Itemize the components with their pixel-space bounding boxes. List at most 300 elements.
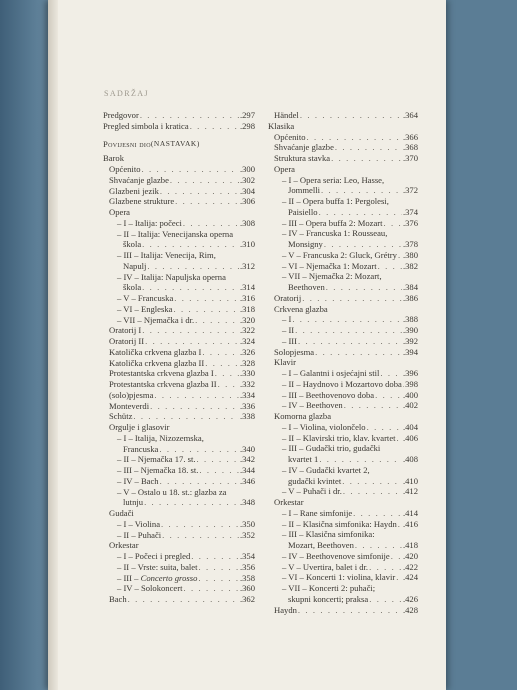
toc-entry-title: – I bbox=[282, 314, 292, 325]
section-heading bbox=[103, 139, 255, 150]
leader-dots bbox=[199, 465, 239, 476]
toc-entry bbox=[103, 261, 255, 272]
toc-entry-title: – VI – Njemačka 1: Mozart bbox=[282, 260, 377, 271]
toc-entry-title: – I – Violina bbox=[117, 518, 161, 529]
toc-entry-title: Protestantska crkvena glazba II bbox=[109, 379, 217, 389]
toc-entry bbox=[103, 175, 255, 186]
toc-page-number: .416 bbox=[402, 518, 418, 529]
toc-entry-title: – VI – Koncerti 1: violina, klavir bbox=[282, 572, 396, 583]
toc-entry-title: Komorna glazba bbox=[274, 411, 332, 421]
toc-entry bbox=[268, 336, 418, 347]
toc-entry-title: Napulj bbox=[123, 260, 147, 271]
toc-entry-title: – II – Italija: Venecijanska operna bbox=[117, 228, 234, 239]
toc-entry bbox=[103, 121, 255, 132]
toc-entry-title: – III – Opera buffa 2: Mozart bbox=[282, 217, 383, 228]
toc-entry bbox=[268, 239, 418, 250]
toc-page-number: .300 bbox=[239, 164, 255, 174]
toc-entry-title: Struktura stavka bbox=[274, 153, 331, 163]
toc-page-number: .326 bbox=[239, 346, 255, 357]
toc-entry bbox=[268, 379, 418, 390]
toc-entry bbox=[103, 594, 255, 605]
toc-page-number: .308 bbox=[239, 217, 255, 228]
toc-entry-title: škola bbox=[123, 239, 142, 250]
toc-page-number: .342 bbox=[239, 454, 255, 465]
toc-entry bbox=[268, 357, 418, 368]
toc-entry bbox=[103, 164, 255, 175]
toc-entry bbox=[103, 282, 255, 293]
leader-dots bbox=[144, 497, 239, 508]
toc-page-number: .362 bbox=[239, 594, 255, 604]
toc-entry bbox=[268, 390, 418, 401]
toc-page-number: .344 bbox=[239, 465, 255, 475]
leader-dots bbox=[319, 454, 402, 465]
toc-entry-title: – VI – Engleska bbox=[117, 303, 173, 314]
toc-entry bbox=[268, 314, 418, 325]
toc-entry bbox=[103, 272, 255, 283]
leader-dots bbox=[398, 250, 402, 261]
toc-entry bbox=[268, 325, 418, 336]
toc-entry-title: Mozart, Beethoven bbox=[288, 540, 354, 550]
toc-entry bbox=[103, 540, 255, 551]
toc-entry-title: Monsigny bbox=[288, 239, 323, 249]
leader-dots bbox=[175, 196, 239, 207]
toc-entry-title: – I – Galantni i osjećajni stil bbox=[282, 368, 380, 378]
toc-entry bbox=[268, 562, 418, 573]
toc-entry-title: Jommelli bbox=[288, 185, 320, 196]
background-left bbox=[0, 0, 52, 690]
toc-entry bbox=[103, 497, 255, 508]
toc-entry-title: – IV – Gudački kvartet 2, bbox=[282, 464, 370, 475]
toc-entry-title: Crkvena glazba bbox=[274, 303, 328, 314]
leader-dots bbox=[307, 132, 402, 143]
toc-entry-title: gudački kvintet bbox=[288, 475, 342, 486]
toc-entry bbox=[103, 422, 255, 433]
toc-page-number: .422 bbox=[402, 561, 418, 572]
toc-page-number: .428 bbox=[402, 604, 418, 615]
toc-page-number: .374 bbox=[402, 206, 418, 217]
leader-dots bbox=[160, 476, 239, 487]
leader-dots bbox=[397, 433, 402, 444]
toc-entry-title: Schütz bbox=[109, 411, 133, 422]
toc-entry bbox=[268, 228, 418, 239]
leader-dots bbox=[331, 153, 402, 164]
toc-page-number: .304 bbox=[239, 185, 255, 196]
toc-page-number: .408 bbox=[402, 454, 418, 464]
toc-page-number: .420 bbox=[402, 550, 418, 561]
toc-entry-title: Barok bbox=[103, 153, 125, 164]
leader-dots bbox=[128, 594, 239, 605]
toc-entry bbox=[103, 304, 255, 315]
toc-page-number: .358 bbox=[239, 572, 255, 583]
toc-entry bbox=[268, 529, 418, 540]
toc-entry bbox=[268, 261, 418, 272]
toc-entry-title: Glazbene strukture bbox=[109, 196, 175, 207]
toc-page-number: .372 bbox=[402, 185, 418, 196]
toc-entry bbox=[268, 153, 418, 164]
toc-entry bbox=[268, 454, 418, 465]
toc-entry bbox=[103, 368, 255, 379]
toc-entry-title: – V – Francuska bbox=[117, 293, 174, 303]
toc-entry-title: – IV – Beethovenove simfonije bbox=[282, 550, 390, 561]
toc-entry-title: – III bbox=[282, 335, 298, 346]
toc-entry bbox=[268, 196, 418, 207]
toc-entry bbox=[268, 164, 418, 175]
leader-dots bbox=[183, 583, 238, 594]
toc-entry bbox=[103, 196, 255, 207]
section-title: Povijesni dio bbox=[103, 138, 151, 149]
toc-entry-title: – V – Francuska 2: Gluck, Grétry bbox=[282, 249, 397, 260]
toc-entry-title: – II – Opera buffa 1: Pergolesi, bbox=[282, 196, 389, 206]
toc-entry bbox=[268, 185, 418, 196]
toc-page-number: .366 bbox=[402, 131, 418, 142]
leader-dots bbox=[218, 379, 239, 390]
toc-page-number: .318 bbox=[239, 303, 255, 314]
leader-dots bbox=[159, 444, 239, 455]
toc-entry-title: Shvaćanje glazbe bbox=[274, 142, 334, 153]
toc-entry-title: – II – Klavirski trio, klav. kvartet bbox=[282, 432, 396, 443]
toc-entry-title: Haydn bbox=[274, 604, 297, 615]
toc-entry bbox=[268, 540, 418, 551]
toc-entry bbox=[103, 476, 255, 487]
toc-entry bbox=[268, 293, 418, 304]
leader-dots bbox=[147, 261, 239, 272]
toc-entry-title: Oratorij bbox=[274, 292, 302, 303]
toc-entry bbox=[268, 347, 418, 358]
toc-entry bbox=[268, 583, 418, 594]
toc-page-number: .400 bbox=[402, 389, 418, 400]
leader-dots bbox=[150, 401, 239, 412]
toc-entry bbox=[103, 250, 255, 261]
toc-entry-title: Klavir bbox=[274, 357, 296, 368]
toc-entry bbox=[268, 486, 418, 497]
toc-entry bbox=[103, 551, 255, 562]
toc-entry bbox=[103, 110, 255, 121]
toc-page-number: .320 bbox=[239, 314, 255, 325]
toc-entry-title: – V – Ostalo u 18. st.: glazba za bbox=[117, 486, 227, 497]
toc-entry-title: (solo)pjesma bbox=[109, 389, 154, 400]
toc-page-number: .334 bbox=[239, 389, 255, 400]
toc-page-number: .328 bbox=[239, 357, 255, 368]
leader-dots bbox=[367, 422, 402, 433]
toc-entry-title: – I – Opera seria: Leo, Hasse, bbox=[282, 174, 385, 185]
toc-entry-title: – VII – Njemačka i dr. bbox=[117, 314, 195, 325]
toc-entry-title: – V – Uvertira, balet i dr. bbox=[282, 561, 369, 572]
leader-dots bbox=[174, 293, 239, 304]
toc-entry bbox=[268, 422, 418, 433]
toc-entry-title: Predgovor bbox=[103, 110, 139, 120]
toc-page-number: .388 bbox=[402, 314, 418, 325]
toc-page-number: .356 bbox=[239, 561, 255, 572]
toc-entry bbox=[268, 121, 418, 132]
toc-entry bbox=[103, 239, 255, 250]
toc-page-number: .346 bbox=[239, 475, 255, 486]
toc-entry bbox=[103, 433, 255, 444]
toc-page-number: .386 bbox=[402, 292, 418, 303]
toc-entry-title: – IV – Beethoven bbox=[282, 400, 343, 411]
toc-entry bbox=[268, 605, 418, 616]
toc-entry bbox=[103, 379, 255, 390]
toc-entry bbox=[268, 110, 418, 121]
toc-entry-title: Općenito bbox=[109, 164, 141, 174]
toc-entry bbox=[268, 368, 418, 379]
toc-entry-title: – IV – Solokoncert bbox=[117, 583, 183, 594]
toc-entry-title: – II – Haydnovo i Mozartovo doba bbox=[282, 378, 402, 389]
leader-dots bbox=[191, 551, 239, 562]
leader-dots bbox=[384, 218, 402, 229]
spacer bbox=[103, 132, 255, 139]
toc-page-number: .352 bbox=[239, 529, 255, 540]
toc-entry bbox=[103, 444, 255, 455]
toc-page-number: .384 bbox=[402, 282, 418, 292]
toc-entry bbox=[103, 336, 255, 347]
leader-dots bbox=[198, 562, 238, 573]
leader-dots bbox=[298, 336, 402, 347]
toc-entry bbox=[268, 519, 418, 530]
toc-entry bbox=[103, 315, 255, 326]
toc-page-number: .412 bbox=[402, 486, 418, 497]
toc-entry bbox=[103, 519, 255, 530]
toc-entry-title: – III – Italija: Venecija, Rim, bbox=[117, 250, 216, 260]
leader-dots bbox=[300, 110, 402, 121]
leader-dots bbox=[355, 540, 402, 551]
toc-entry bbox=[103, 487, 255, 498]
leader-dots bbox=[398, 519, 402, 530]
leader-dots bbox=[353, 508, 402, 519]
toc-page-number: .306 bbox=[239, 196, 255, 207]
leader-dots bbox=[142, 164, 239, 175]
toc-page-number: .350 bbox=[239, 518, 255, 529]
leader-dots bbox=[154, 390, 239, 401]
toc-page-number: .382 bbox=[402, 260, 418, 271]
leader-dots bbox=[292, 314, 402, 325]
toc-entry-title: Beethoven bbox=[288, 282, 325, 292]
toc-entry-title: Bach bbox=[109, 594, 127, 604]
leader-dots bbox=[369, 594, 402, 605]
leader-dots bbox=[215, 368, 239, 379]
leader-dots bbox=[183, 218, 239, 229]
toc-page-number: .330 bbox=[239, 368, 255, 379]
toc-entry bbox=[103, 358, 255, 369]
leader-dots bbox=[375, 390, 402, 401]
toc-entry-title: – II – Njemačka 17. st. bbox=[117, 454, 196, 465]
toc-page-number: .402 bbox=[402, 400, 418, 411]
toc-page-number: .390 bbox=[402, 325, 418, 335]
leader-dots bbox=[160, 186, 239, 197]
toc-page-number: .410 bbox=[402, 475, 418, 486]
toc-entry-title: – II – Vrste: suita, balet bbox=[117, 561, 198, 572]
toc-entry bbox=[268, 142, 418, 153]
toc-page-number: .354 bbox=[239, 551, 255, 561]
leader-dots bbox=[190, 121, 239, 132]
toc-entry-title: Oratorij II bbox=[109, 336, 145, 346]
toc-entry-title: Pregled simbola i kratica bbox=[103, 120, 189, 131]
toc-page-number: .394 bbox=[402, 346, 418, 357]
toc-entry-title: Orkestar bbox=[109, 540, 139, 551]
toc-entry-title: Oratorij I bbox=[109, 325, 142, 336]
leader-dots bbox=[170, 175, 239, 186]
toc-entry-title: Opera bbox=[109, 207, 130, 217]
toc-entry bbox=[103, 454, 255, 465]
leader-dots bbox=[403, 379, 404, 390]
toc-entry bbox=[103, 390, 255, 401]
toc-column-left bbox=[103, 110, 255, 605]
toc-page-number: .332 bbox=[239, 379, 255, 389]
toc-entry bbox=[268, 594, 418, 605]
toc-page-number: .302 bbox=[239, 174, 255, 185]
leader-dots bbox=[145, 336, 239, 347]
toc-entry bbox=[268, 497, 418, 508]
toc-entry-title: – IV – Francuska 1: Rousseau, bbox=[282, 228, 388, 239]
toc-entry bbox=[268, 411, 418, 422]
leader-dots bbox=[295, 325, 402, 336]
leader-dots bbox=[343, 486, 402, 497]
leader-dots bbox=[142, 239, 239, 250]
toc-entry-title: – I – Violina, violončelo bbox=[282, 421, 366, 432]
toc-entry-title: – I – Italija: počeci bbox=[117, 217, 182, 228]
leader-dots bbox=[326, 282, 402, 293]
toc-entry bbox=[103, 347, 255, 358]
toc-page-number: .316 bbox=[239, 293, 255, 303]
toc-entry bbox=[268, 282, 418, 293]
leader-dots bbox=[162, 530, 239, 541]
toc-entry-title: Klasika bbox=[268, 120, 295, 131]
toc-entry-title: – III – Njemačka 18. st. bbox=[117, 465, 199, 475]
toc-entry bbox=[268, 465, 418, 476]
toc-entry bbox=[103, 411, 255, 422]
toc-entry bbox=[268, 443, 418, 454]
leader-dots bbox=[324, 239, 402, 250]
toc-entry bbox=[268, 400, 418, 411]
toc-entry bbox=[103, 186, 255, 197]
toc-entry-title: – III – Concerto grosso bbox=[117, 572, 198, 583]
toc-entry bbox=[103, 229, 255, 240]
toc-page-number: .392 bbox=[402, 335, 418, 346]
toc-page-number: .368 bbox=[402, 142, 418, 153]
leader-dots bbox=[342, 476, 402, 487]
toc-page-number: .324 bbox=[239, 336, 255, 346]
toc-entry bbox=[268, 218, 418, 229]
leader-dots bbox=[161, 519, 239, 530]
toc-page-number: .378 bbox=[402, 239, 418, 249]
leader-dots bbox=[321, 185, 402, 196]
leader-dots bbox=[198, 573, 239, 584]
toc-entry-title: Orkestar bbox=[274, 497, 304, 507]
toc-page-number: .298 bbox=[239, 120, 255, 131]
toc-entry-title: Orgulje i glasovir bbox=[109, 422, 170, 432]
toc-entry-title: – VII – Njemačka 2: Mozart, bbox=[282, 271, 382, 282]
toc-entry-title: Paisiello bbox=[288, 206, 318, 217]
toc-entry-title: škola bbox=[123, 282, 142, 293]
leader-dots bbox=[205, 358, 239, 369]
leader-dots bbox=[195, 315, 239, 326]
toc-entry-title: – II – Puhači bbox=[117, 529, 162, 540]
leader-dots bbox=[335, 142, 402, 153]
toc-page-number: .322 bbox=[239, 325, 255, 336]
toc-entry bbox=[268, 433, 418, 444]
toc-entry bbox=[103, 218, 255, 229]
toc-entry-title: Shvaćanje glazbe bbox=[109, 174, 169, 185]
leader-dots bbox=[302, 293, 402, 304]
toc-page-number: .380 bbox=[402, 249, 418, 260]
leader-dots bbox=[197, 454, 239, 465]
toc-entry bbox=[103, 562, 255, 573]
toc-entry-title: – V – Puhači i dr. bbox=[282, 486, 342, 497]
toc-entry bbox=[268, 271, 418, 282]
section-subtitle: (NASTAVAK) bbox=[150, 138, 200, 148]
toc-page-number: .360 bbox=[239, 583, 255, 594]
toc-entry bbox=[268, 572, 418, 583]
toc-column-right bbox=[268, 110, 418, 615]
leader-dots bbox=[298, 605, 402, 616]
toc-entry bbox=[268, 551, 418, 562]
leader-dots bbox=[380, 368, 402, 379]
toc-page-number: .424 bbox=[402, 572, 418, 583]
leader-dots bbox=[344, 400, 402, 411]
leader-dots bbox=[315, 347, 402, 358]
page-header: SADRŽAJ bbox=[104, 89, 149, 98]
leader-dots bbox=[319, 207, 402, 218]
toc-entry-title: Katolička crkvena glazba II bbox=[109, 357, 205, 368]
leader-dots bbox=[396, 572, 402, 583]
toc-page-number: .364 bbox=[402, 110, 418, 120]
leader-dots bbox=[142, 282, 239, 293]
toc-entry bbox=[268, 207, 418, 218]
toc-entry-title: Monteverdi bbox=[109, 400, 150, 411]
toc-page-number: .376 bbox=[402, 217, 418, 228]
toc-page-number: .312 bbox=[239, 260, 255, 271]
toc-page-number: .336 bbox=[239, 400, 255, 411]
leader-dots bbox=[391, 551, 402, 562]
toc-entry bbox=[103, 508, 255, 519]
toc-entry bbox=[103, 207, 255, 218]
leader-dots bbox=[202, 347, 239, 358]
leader-dots bbox=[369, 562, 402, 573]
toc-entry bbox=[268, 508, 418, 519]
page-gutter-shadow bbox=[48, 0, 58, 690]
toc-entry-title: – I – Počeci i pregled bbox=[117, 551, 191, 561]
toc-page-number: .426 bbox=[402, 593, 418, 604]
toc-page-number: .310 bbox=[239, 239, 255, 250]
toc-entry-title: Gudači bbox=[109, 508, 134, 518]
toc-entry bbox=[103, 573, 255, 584]
toc-entry bbox=[103, 401, 255, 412]
toc-page-number: 398 bbox=[405, 378, 418, 389]
toc-entry-title: – III – Beethovenovo doba bbox=[282, 389, 375, 400]
toc-entry-title: Opera bbox=[274, 163, 295, 174]
toc-page-number: .338 bbox=[239, 411, 255, 422]
toc-entry bbox=[268, 476, 418, 487]
toc-entry bbox=[103, 325, 255, 336]
toc-entry-title: – II – Klasična simfonika: Haydn bbox=[282, 518, 397, 529]
toc-page-number: .314 bbox=[239, 282, 255, 293]
toc-entry bbox=[103, 293, 255, 304]
leader-dots bbox=[173, 304, 239, 315]
toc-entry-title: lutnju bbox=[123, 497, 144, 508]
toc-page-number: .406 bbox=[402, 432, 418, 443]
toc-entry-title: – II bbox=[282, 325, 295, 335]
toc-page-number: .414 bbox=[402, 507, 418, 518]
toc-page-number: .404 bbox=[402, 421, 418, 432]
toc-entry bbox=[103, 153, 255, 164]
toc-page-number: .370 bbox=[402, 153, 418, 163]
toc-entry bbox=[268, 250, 418, 261]
toc-entry bbox=[103, 530, 255, 541]
toc-entry-title: – III – Gudački trio, gudački bbox=[282, 443, 381, 454]
toc-entry bbox=[268, 132, 418, 143]
toc-entry-title: Katolička crkvena glazba I bbox=[109, 346, 202, 357]
toc-entry-title: Francuska bbox=[123, 443, 159, 454]
toc-entry-title: Händel bbox=[274, 110, 299, 120]
